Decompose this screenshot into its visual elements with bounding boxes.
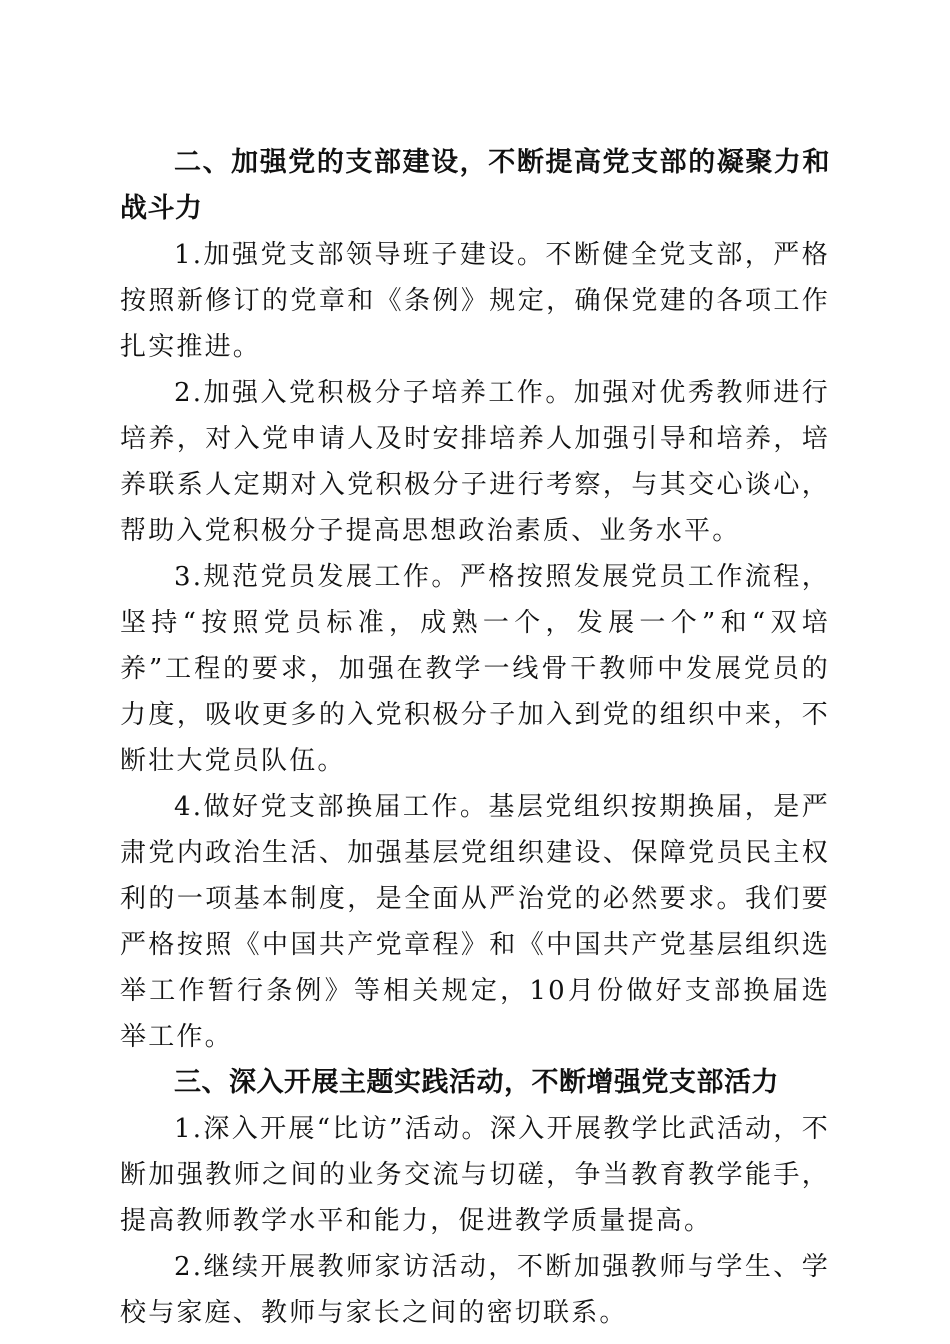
paragraph-2-1: 1.加强党支部领导班子建设。不断健全党支部，严格按照新修订的党章和《条例》规定，确保党建的各项工作扎实推进。 [120,240,830,362]
paragraph-3-2: 2.继续开展教师家访活动，不断加强教师与学生、学校与家庭、教师与家长之间的密切联系。 [120,1252,830,1328]
section-heading-3: 三、深入开展主题实践活动，不断增强党支部活力 [174,1067,779,1098]
paragraph-3-1: 1.深入开展“比访”活动。深入开展教学比武活动，不断加强教师之间的业务交流与切磋，争当教育教学能手，提高教师教学水平和能力，促进教学质量提高。 [120,1114,830,1236]
section-heading-2: 二、加强党的支部建设，不断提高党支部的凝聚力和战斗力 [120,147,830,224]
paragraph-2-4: 4.做好党支部换届工作。基层党组织按期换届，是严肃党内政治生活、加强基层党组织建设、保障党员民主权利的一项基本制度，是全面从严治党的必然要求。我们要严格按照《中国共产党章程》和《中国共产党基层组织选举工作暂行条例》等相关规定，10月份做好支部换届选举工作。 [120,792,830,1052]
document-body [120,140,830,1336]
paragraph-2-2: 2.加强入党积极分子培养工作。加强对优秀教师进行培养，对入党申请人及时安排培养人加强引导和培养，培养联系人定期对入党积极分子进行考察，与其交心谈心，帮助入党积极分子提高思想政治素质、业务水平。 [120,378,830,546]
paragraph-2-3: 3.规范党员发展工作。严格按照发展党员工作流程，坚持“按照党员标准，成熟一个，发展一个”和“双培养”工程的要求，加强在教学一线骨干教师中发展党员的力度，吸收更多的入党积极分子加入到党的组织中来，不断壮大党员队伍。 [120,562,830,776]
